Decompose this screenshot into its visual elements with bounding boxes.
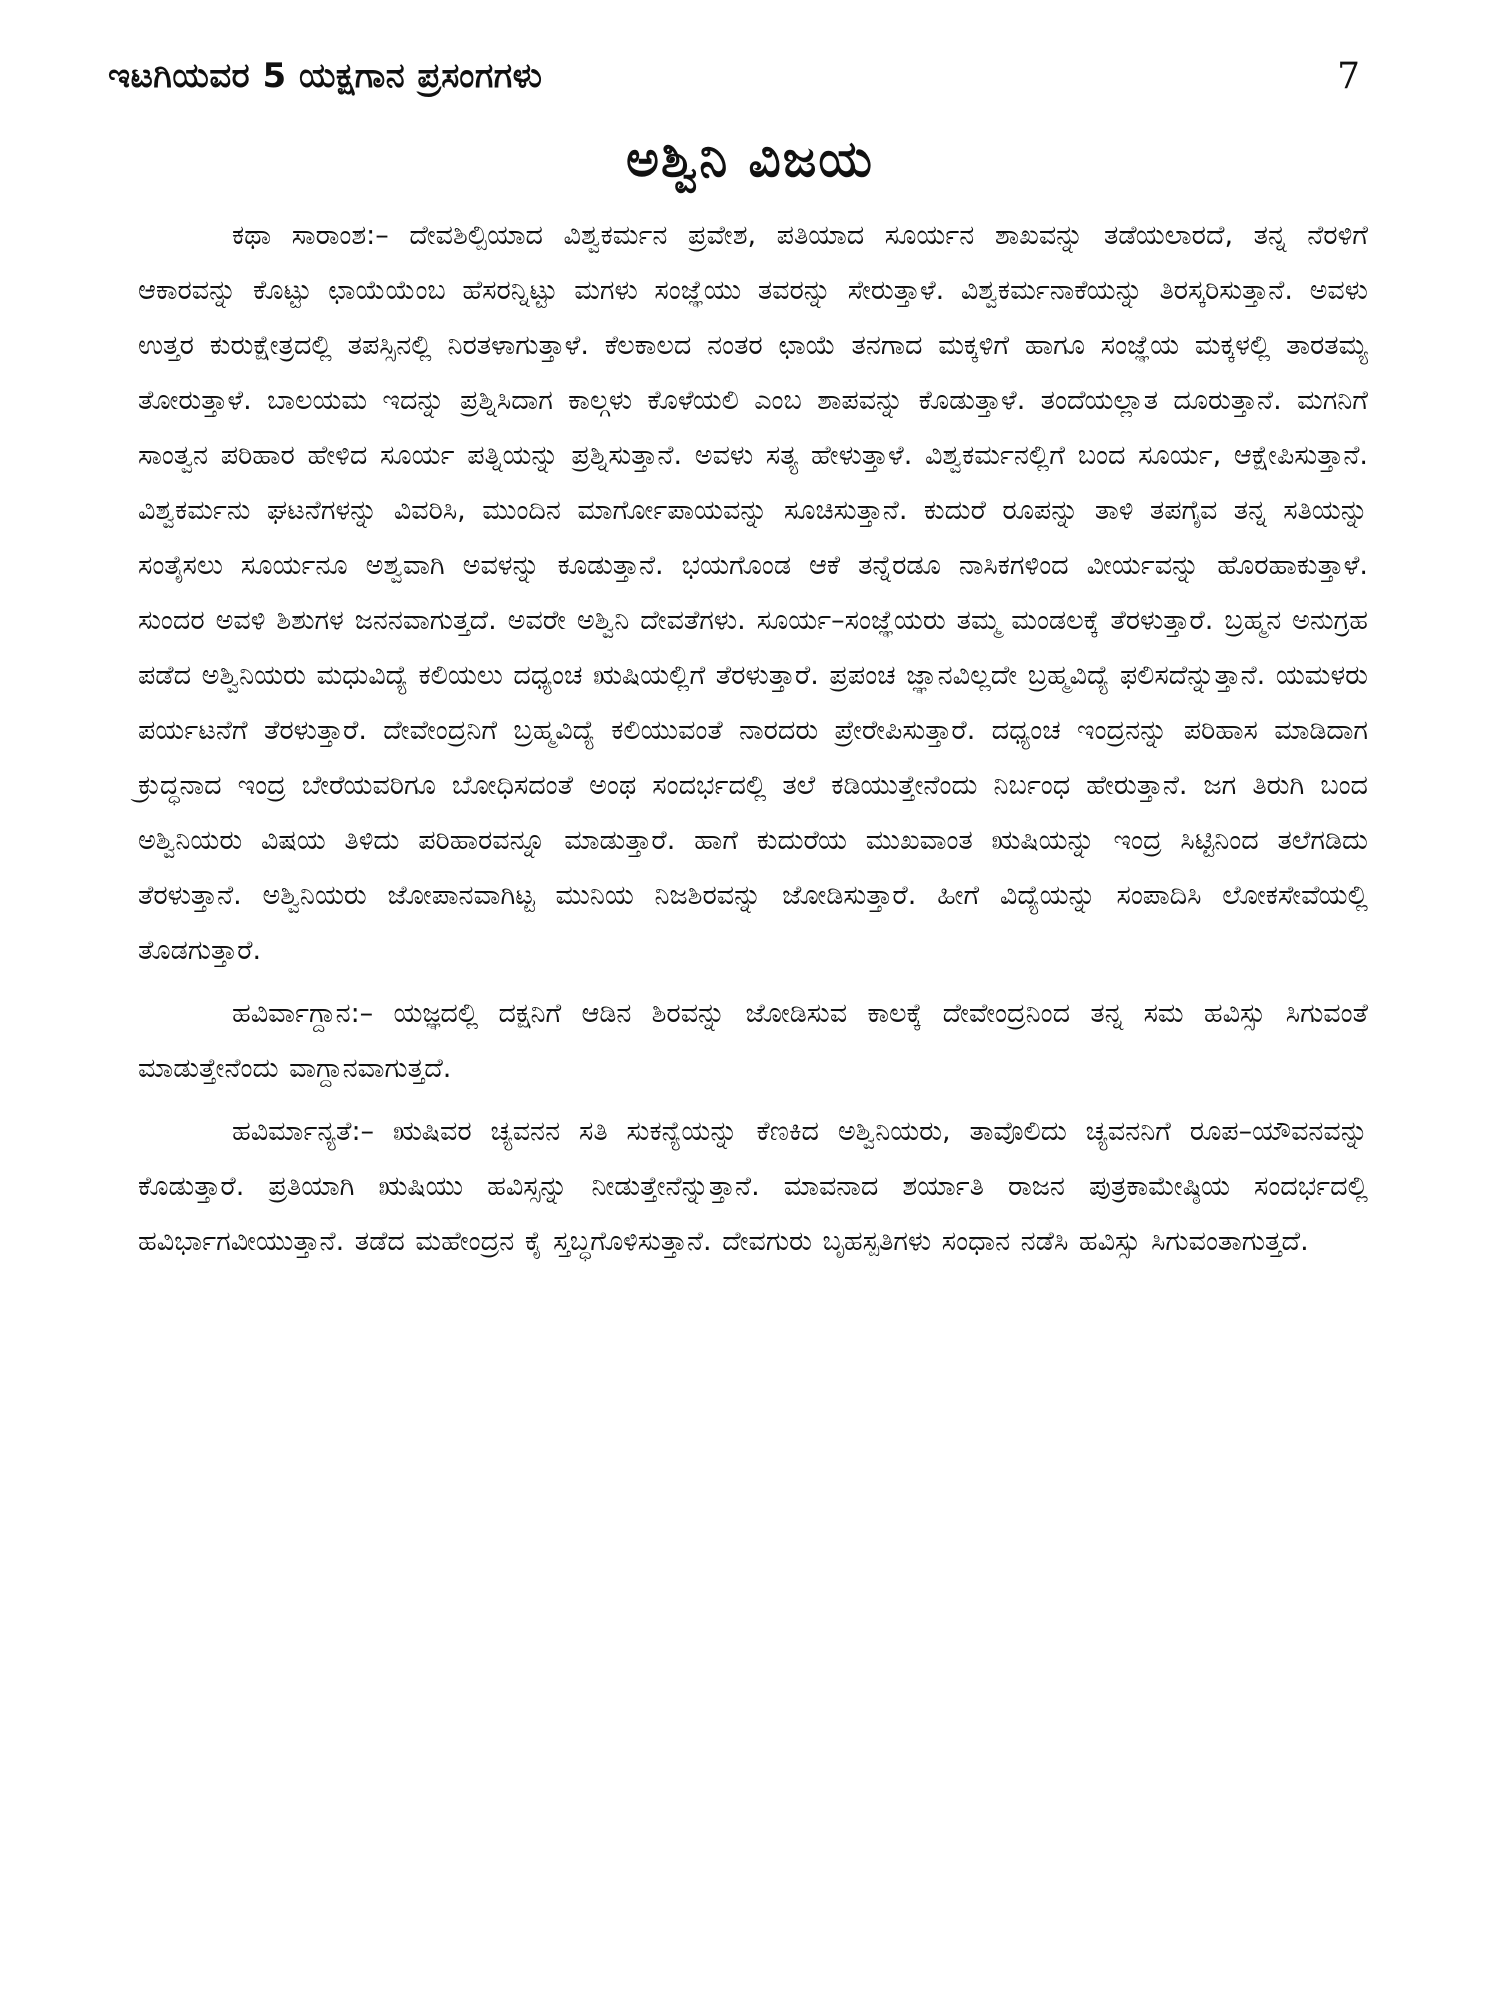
chapter-title: ಅಶ್ವಿನಿ ವಿಜಯ	[626, 130, 874, 188]
paragraph-havirvagdana	[138, 986, 1368, 1096]
paragraph-lead: ಹವಿರ್ವಾಗ್ದಾನ:–	[232, 998, 374, 1029]
paragraph-lead: ಹವಿರ್ಮಾನ್ಯತೆ:–	[232, 1116, 375, 1147]
book-title-header: ಇಟಗಿಯವರ 5 ಯಕ್ಷಗಾನ ಪ್ರಸಂಗಗಳು	[108, 56, 543, 96]
paragraph-havirmanyate	[138, 1104, 1368, 1269]
paragraph-text: ಋಷಿವರ ಚ್ಯವನನ ಸತಿ ಸುಕನ್ಯೆಯನ್ನು ಕೆಣಕಿದ ಅಶ್ವಿನಿಯರು, ತಾವೊಲಿದು ಚ್ಯವನನಿಗೆ ರೂಪ–ಯೌವನವನ್ನು ಕೊಡುತ್ತಾರೆ. ಪ್ರತಿಯಾಗಿ ಋಷಿಯು ಹವಿಸ್ಸನ್ನು ನೀಡುತ್ತೇನೆನ್ನುತ್ತಾನೆ. ಮಾವನಾದ ಶರ್ಯಾತಿ ರಾಜನ ಪುತ್ರಕಾಮೇಷ್ಠಿಯ ಸಂದರ್ಭದಲ್ಲಿ ಹವಿರ್ಭಾಗವೀಯುತ್ತಾನೆ. ತಡೆದ ಮಹೇಂದ್ರನ ಕೈ ಸ್ತಬ್ಧಗೊಳಿಸುತ್ತಾನೆ. ದೇವಗುರು ಬೃಹಸ್ಪತಿಗಳು ಸಂಧಾನ ನಡೆಸಿ ಹವಿಸ್ಸು ಸಿಗುವಂತಾಗುತ್ತದೆ.	[138, 1116, 1368, 1257]
paragraph-text: ದೇವಶಿಲ್ಪಿಯಾದ ವಿಶ್ವಕರ್ಮನ ಪ್ರವೇಶ, ಪತಿಯಾದ ಸೂರ್ಯನ ಶಾಖವನ್ನು ತಡೆಯಲಾರದೆ, ತನ್ನ ನೆರಳಿಗೆ ಆಕಾರವನ್ನು ಕೊಟ್ಟು ಛಾಯೆಯೆಂಬ ಹೆಸರನ್ನಿಟ್ಟು ಮಗಳು ಸಂಜ್ಞೆಯು ತವರನ್ನು ಸೇರುತ್ತಾಳೆ. ವಿಶ್ವಕರ್ಮನಾಕೆಯನ್ನು ತಿರಸ್ಕರಿಸುತ್ತಾನೆ. ಅವಳು ಉತ್ತರ ಕುರುಕ್ಷೇತ್ರದಲ್ಲಿ ತಪಸ್ಸಿನಲ್ಲಿ ನಿರತಳಾಗುತ್ತಾಳೆ. ಕೆಲಕಾಲದ ನಂತರ ಛಾಯೆ ತನಗಾದ ಮಕ್ಕಳಿಗೆ ಹಾಗೂ ಸಂಜ್ಞೆಯ ಮಕ್ಕಳಲ್ಲಿ ತಾರತಮ್ಯ ತೋರುತ್ತಾಳೆ. ಬಾಲಯಮ ಇದನ್ನು ಪ್ರಶ್ನಿಸಿದಾಗ ಕಾಲ್ಗಳು ಕೊಳೆಯಲಿ ಎಂಬ ಶಾಪವನ್ನು ಕೊಡುತ್ತಾಳೆ. ತಂದೆಯಲ್ಲಾತ ದೂರುತ್ತಾನೆ. ಮಗನಿಗೆ ಸಾಂತ್ವನ ಪರಿಹಾರ ಹೇಳಿದ ಸೂರ್ಯ ಪತ್ನಿಯನ್ನು ಪ್ರಶ್ನಿಸುತ್ತಾನೆ. ಅವಳು ಸತ್ಯ ಹೇಳುತ್ತಾಳೆ. ವಿಶ್ವಕರ್ಮನಲ್ಲಿಗೆ ಬಂದ ಸೂರ್ಯ, ಆಕ್ಷೇಪಿಸುತ್ತಾನೆ. ವಿಶ್ವಕರ್ಮನು ಘಟನೆಗಳನ್ನು ವಿವರಿಸಿ, ಮುಂದಿನ ಮಾರ್ಗೋಪಾಯವನ್ನು ಸೂಚಿಸುತ್ತಾನೆ. ಕುದುರೆ ರೂಪನ್ನು ತಾಳಿ ತಪಗೈವ ತನ್ನ ಸತಿಯನ್ನು ಸಂತೈಸಲು ಸೂರ್ಯನೂ ಅಶ್ವವಾಗಿ ಅವಳನ್ನು ಕೂಡುತ್ತಾನೆ. ಭಯಗೊಂಡ ಆಕೆ ತನ್ನೆರಡೂ ನಾಸಿಕಗಳಿಂದ ವೀರ್ಯವನ್ನು ಹೊರಹಾಕುತ್ತಾಳೆ. ಸುಂದರ ಅವಳಿ ಶಿಶುಗಳ ಜನನವಾಗುತ್ತದೆ. ಅವರೇ ಅಶ್ವಿನಿ ದೇವತೆಗಳು. ಸೂರ್ಯ–ಸಂಜ್ಞೆಯರು ತಮ್ಮ ಮಂಡಲಕ್ಕೆ ತೆರಳುತ್ತಾರೆ. ಬ್ರಹ್ಮನ ಅನುಗ್ರಹ ಪಡೆದ ಅಶ್ವಿನಿಯರು ಮಧುವಿದ್ಯೆ ಕಲಿಯಲು ದಧ್ಯಂಚ ಋಷಿಯಲ್ಲಿಗೆ ತೆರಳುತ್ತಾರೆ. ಪ್ರಪಂಚ ಜ್ಞಾನವಿಲ್ಲದೇ ಬ್ರಹ್ಮವಿದ್ಯೆ ಫಲಿಸದೆನ್ನುತ್ತಾನೆ. ಯಮಳರು ಪರ್ಯಟನೆಗೆ ತೆರಳುತ್ತಾರೆ. ದೇವೇಂದ್ರನಿಗೆ ಬ್ರಹ್ಮವಿದ್ಯೆ ಕಲಿಯುವಂತೆ ನಾರದರು ಪ್ರೇರೇಪಿಸುತ್ತಾರೆ. ದಧ್ಯಂಚ ಇಂದ್ರನನ್ನು ಪರಿಹಾಸ ಮಾಡಿದಾಗ ಕ್ರುದ್ಧನಾದ ಇಂದ್ರ ಬೇರೆಯವರಿಗೂ ಬೋಧಿಸದಂತೆ ಅಂಥ ಸಂದರ್ಭದಲ್ಲಿ ತಲೆ ಕಡಿಯುತ್ತೇನೆಂದು ನಿರ್ಬಂಧ ಹೇರುತ್ತಾನೆ. ಜಗ ತಿರುಗಿ ಬಂದ ಅಶ್ವಿನಿಯರು ವಿಷಯ ತಿಳಿದು ಪರಿಹಾರವನ್ನೂ ಮಾಡುತ್ತಾರೆ. ಹಾಗೆ ಕುದುರೆಯ ಮುಖವಾಂತ ಋಷಿಯನ್ನು ಇಂದ್ರ ಸಿಟ್ಟಿನಿಂದ ತಲೆಗಡಿದು ತೆರಳುತ್ತಾನೆ. ಅಶ್ವಿನಿಯರು ಜೋಪಾನವಾಗಿಟ್ಟ ಮುನಿಯ ನಿಜಶಿರವನ್ನು ಜೋಡಿಸುತ್ತಾರೆ. ಹೀಗೆ ವಿದ್ಯೆಯನ್ನು ಸಂಪಾದಿಸಿ ಲೋಕಸೇವೆಯಲ್ಲಿ ತೊಡಗುತ್ತಾರೆ.	[138, 220, 1368, 966]
running-header	[108, 56, 1388, 108]
body-text	[138, 208, 1368, 1277]
paragraph-lead: ಕಥಾ ಸಾರಾಂಶ:–	[232, 220, 389, 251]
page-number: 7	[1337, 56, 1360, 97]
paragraph-text: ಯಜ್ಞದಲ್ಲಿ ದಕ್ಷನಿಗೆ ಆಡಿನ ಶಿರವನ್ನು ಜೋಡಿಸುವ ಕಾಲಕ್ಕೆ ದೇವೇಂದ್ರನಿಂದ ತನ್ನ ಸಮ ಹವಿಸ್ಸು ಸಿಗುವಂತೆ ಮಾಡುತ್ತೇನೆಂದು ವಾಗ್ದಾನವಾಗುತ್ತದೆ.	[138, 998, 1368, 1084]
paragraph-synopsis	[138, 208, 1368, 978]
